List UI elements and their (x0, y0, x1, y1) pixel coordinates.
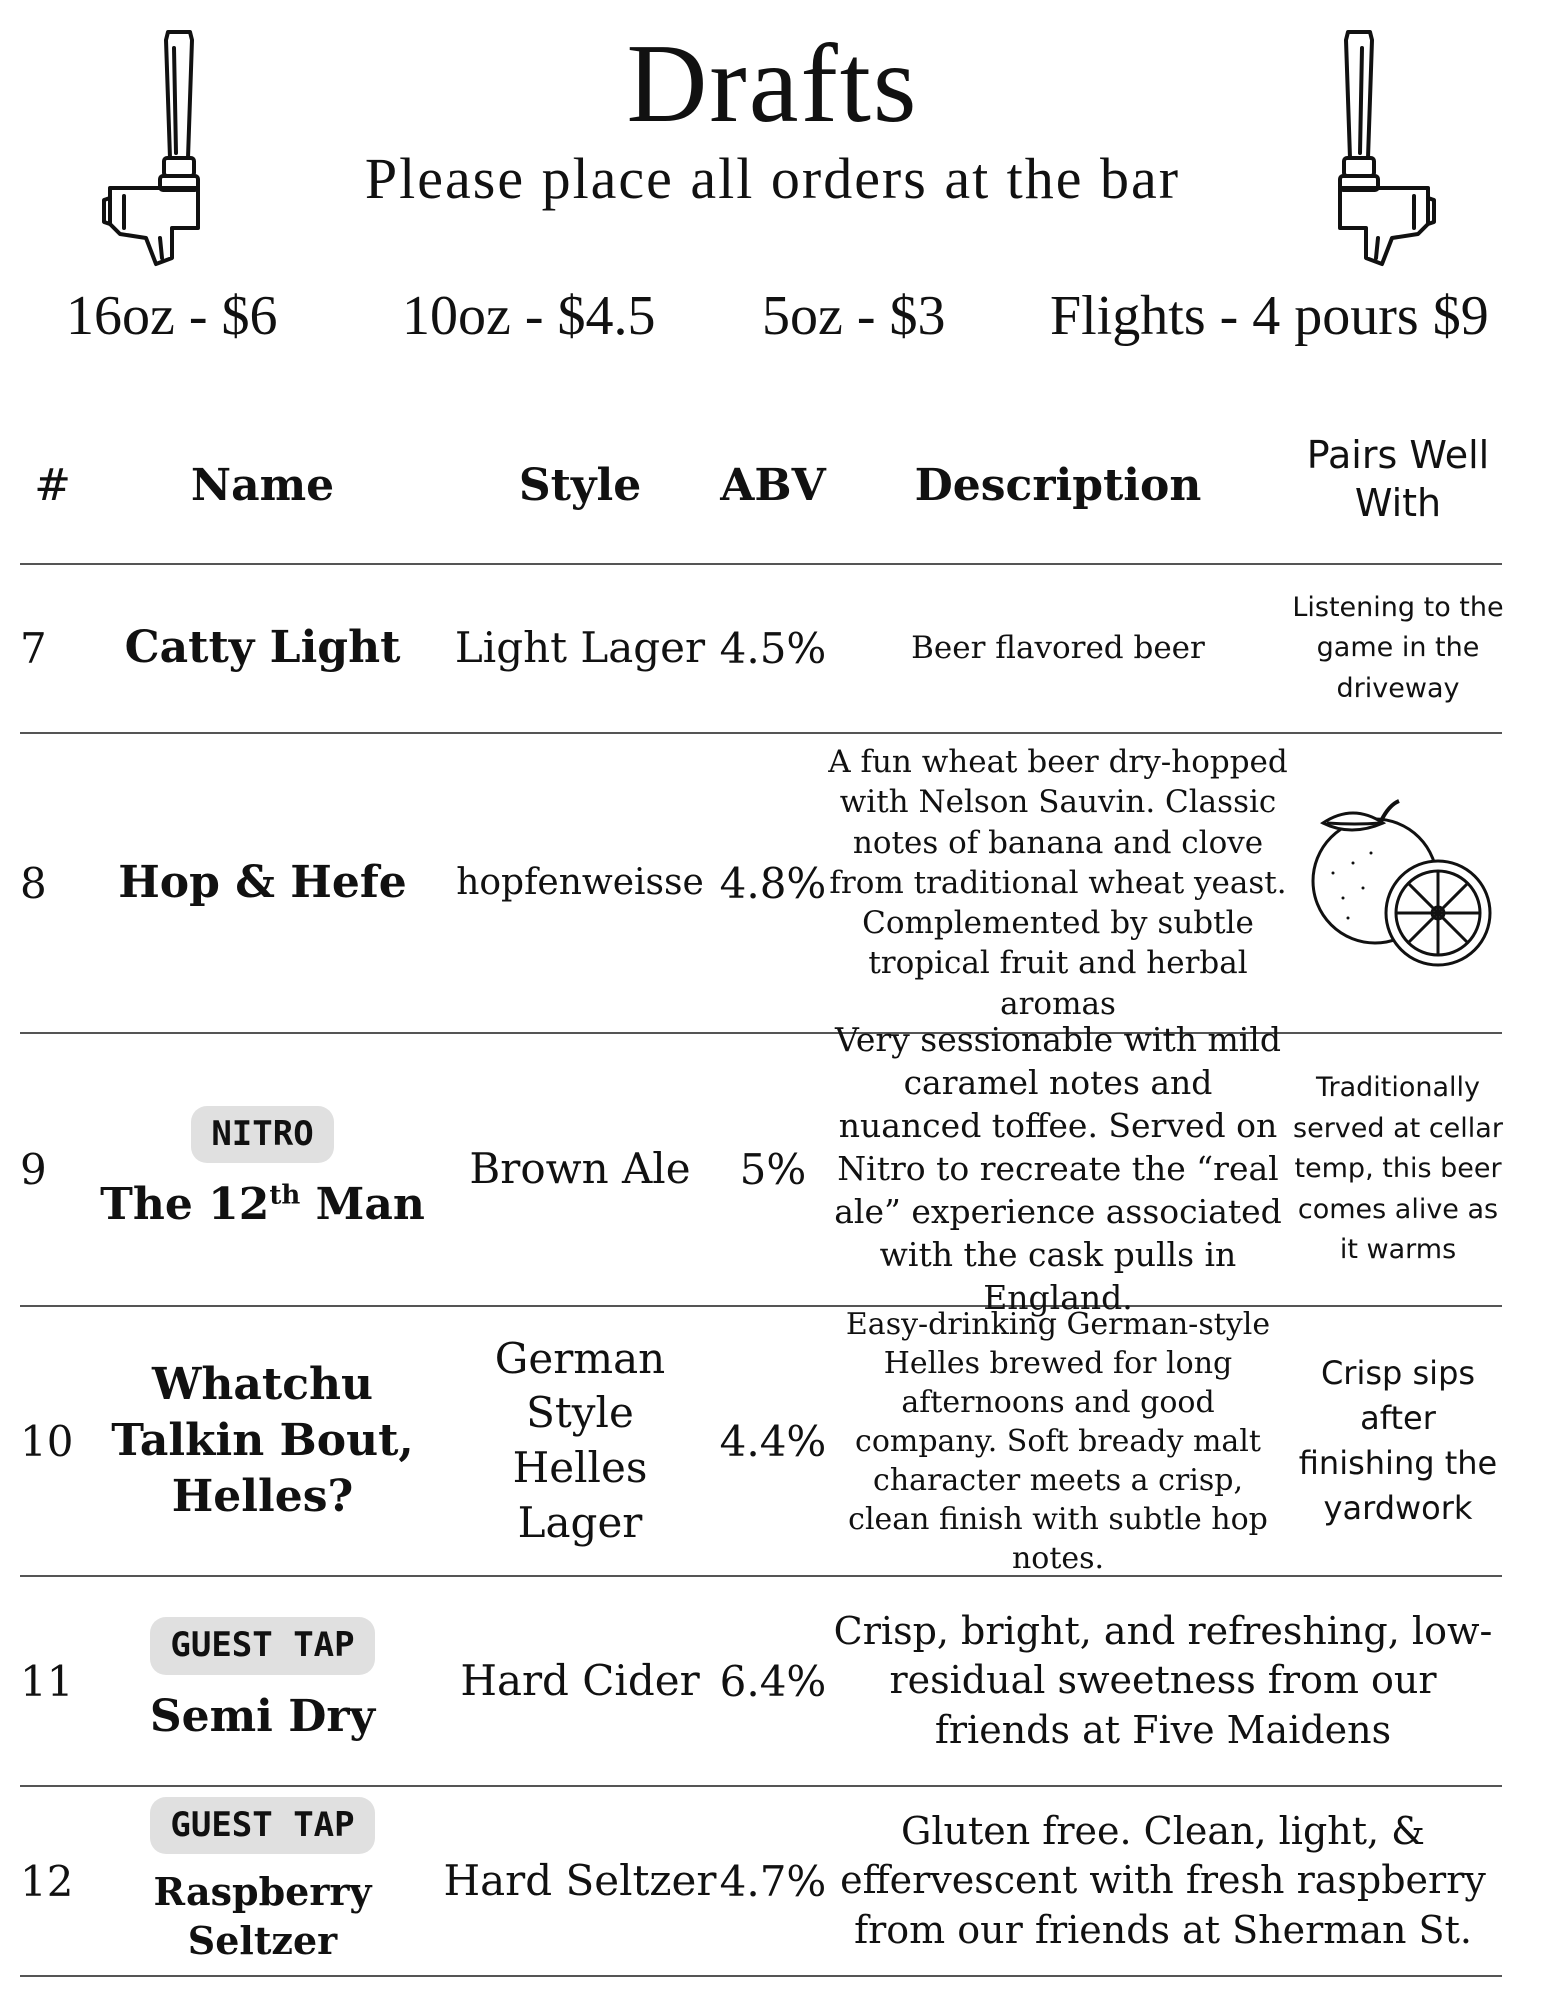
beer-style: hopfenweisse (456, 861, 704, 903)
column-header-description: Description (914, 460, 1202, 511)
page-title: Drafts (626, 22, 919, 146)
price-5oz: 5oz - $3 (762, 285, 946, 347)
beer-name: Hop & Hefe (118, 856, 407, 908)
table-row (0, 734, 1545, 1032)
column-header-pairs: Pairs Well With (1306, 433, 1490, 525)
table-row (0, 1787, 1545, 1975)
column-header-abv: ABV (720, 460, 826, 511)
beer-name: Whatchu Talkin Bout, Helles? (111, 1358, 414, 1523)
beer-name: GUEST TAP Raspberry Seltzer (85, 1787, 440, 1975)
table-row (0, 1020, 1545, 1317)
guest-tap-badge: GUEST TAP (150, 1797, 374, 1854)
beer-pairing: Crisp sips after finishing the yardwork (1298, 1354, 1498, 1527)
tap-number: 11 (20, 1656, 74, 1706)
beer-description: Crisp, bright, and refreshing, low-residual sweetness from our friends at Five Maidens (833, 1608, 1493, 1752)
beer-description: Easy-drinking German-style Helles brewed for long afternoons and good company. Soft bready malt character meets a crisp, clean finish with subtle hop notes. (845, 1306, 1271, 1576)
beer-description: Beer flavored beer (911, 630, 1205, 667)
table-row (0, 1307, 1545, 1575)
tap-number: 9 (20, 1145, 47, 1194)
beer-name: GUEST TAP Semi Dry (85, 1577, 440, 1785)
beer-abv: 4.5% (719, 624, 827, 673)
beer-style: German Style Helles Lager (494, 1333, 666, 1547)
beer-abv: 4.8% (719, 858, 827, 908)
beer-style: Brown Ale (469, 1144, 691, 1194)
beer-style: Hard Cider (460, 1655, 700, 1705)
beer-abv: 6.4% (719, 1656, 827, 1706)
tap-number: 12 (20, 1856, 74, 1906)
column-header-num: # (34, 460, 71, 511)
beer-name: Catty Light (124, 622, 401, 674)
price-16oz: 16oz - $6 (66, 285, 278, 347)
column-header-style: Style (518, 460, 642, 511)
beer-tap-icon (100, 28, 210, 273)
column-header-name: Name (190, 460, 335, 511)
beer-abv: 4.4% (719, 1416, 827, 1466)
beer-style: Hard Seltzer (443, 1855, 717, 1905)
beer-description: Very sessionable with mild caramel notes and nuanced toffee. Served on Nitro to recreate the “real ale” experience associated with the cask pulls in England. (834, 1020, 1282, 1317)
beer-pairing: Traditionally served at cellar temp, this beer comes alive as it warms (1293, 1072, 1503, 1266)
beer-style: Light Lager (454, 623, 706, 673)
beer-pairing (1288, 734, 1508, 1032)
table-row (0, 1577, 1545, 1785)
beer-abv: 5% (739, 1145, 807, 1194)
price-10oz: 10oz - $4.5 (402, 285, 656, 347)
guest-tap-badge: GUEST TAP (150, 1617, 374, 1674)
nitro-badge: NITRO (191, 1106, 333, 1163)
beer-pairing: Listening to the game in the driveway (1292, 591, 1504, 704)
row-divider (20, 1975, 1502, 1977)
page-subtitle: Please place all orders at the bar (364, 146, 1181, 211)
tap-number: 8 (20, 858, 47, 908)
price-flights: Flights - 4 pours $9 (1050, 285, 1489, 347)
beer-description: A fun wheat beer dry-hopped with Nelson Sauvin. Classic notes of banana and clove from traditional wheat yeast. Complemented by subtle tropical fruit and herbal aromas (828, 743, 1288, 1022)
orange-icon (1293, 793, 1503, 973)
beer-name: NITRO The 12th Man (85, 1034, 440, 1305)
beer-description: Gluten free. Clean, light, & effervescent with fresh raspberry from our friends at Sherman St. (840, 1808, 1486, 1952)
beer-abv: 4.7% (719, 1856, 827, 1906)
beer-tap-icon (1328, 28, 1438, 273)
tap-number: 10 (20, 1416, 74, 1466)
tap-number: 7 (20, 624, 47, 673)
table-row (0, 565, 1545, 732)
